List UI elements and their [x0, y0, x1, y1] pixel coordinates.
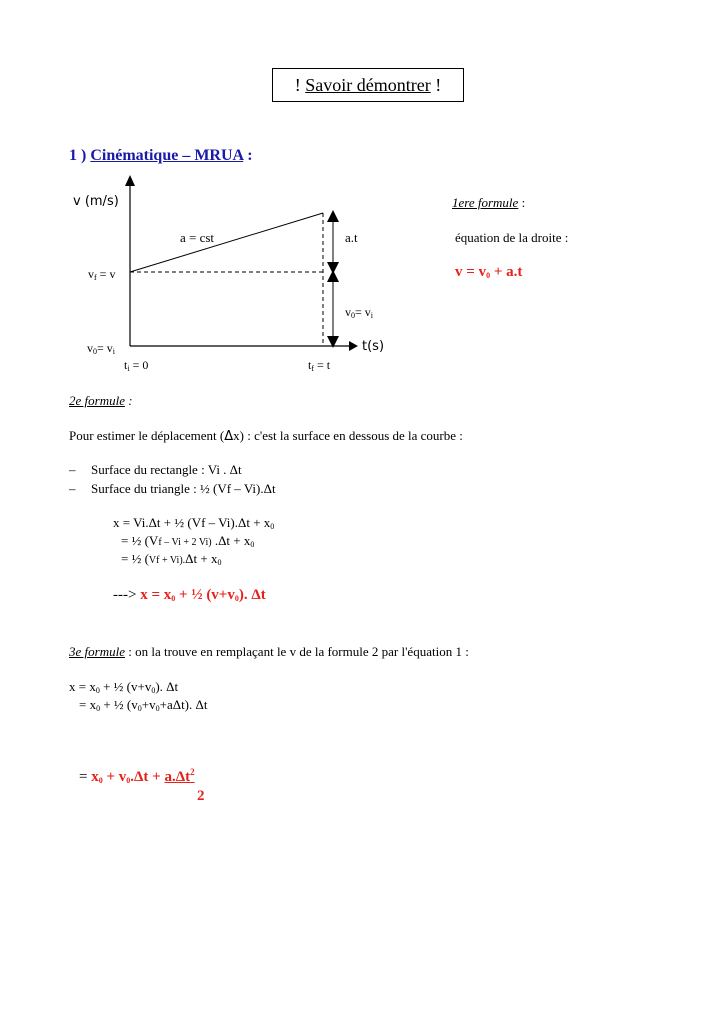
section-name: Cinématique – MRUA	[90, 147, 244, 164]
formula3-heading: 3e formule : on la trouve en remplaçant le v de la formule 2 par l'équation 1 :	[69, 644, 469, 659]
formula1-result: $v = v_0 + a.t$	[455, 264, 523, 280]
x-axis-label: t(s)	[362, 339, 385, 354]
bullet-triangle: – Surface du triangle : ½ (Vf – Vi).Δt	[69, 481, 276, 496]
section-colon: :	[243, 147, 253, 164]
velocity-line	[130, 213, 323, 272]
bullet-rectangle: – Surface du rectangle : Vi . Δt	[69, 462, 242, 477]
formula3-line1: $x = x_0$ + ½ $(v+v_0)$. Δt	[69, 679, 179, 695]
at-label: a.t	[345, 230, 358, 245]
v0-right-label: $v_0= v_i$	[345, 305, 374, 320]
title-post: !	[430, 75, 442, 95]
slope-label: a = cst	[180, 230, 215, 245]
section-number: 1 )	[69, 147, 91, 164]
y-axis-arrow	[125, 175, 135, 186]
y-axis-label: v (m/s)	[73, 194, 119, 209]
formula1-heading: 1ere formule :	[452, 195, 526, 210]
at-arrow-top	[327, 210, 339, 222]
ti-label: $t_i = 0$	[124, 358, 149, 373]
formula2-intro: Pour estimer le déplacement (Δx) : c'est la surface en dessous de la courbe :	[69, 428, 463, 444]
formula2-line2: = ½ (Vf – Vi + 2 Vi) $.\Delta t + x_0$	[121, 533, 255, 549]
vf-label: $v_f = v$	[88, 267, 116, 282]
v0-label: $v_0= v_i$	[87, 341, 116, 356]
formula2-heading: 2e formule :	[69, 393, 133, 408]
title-main: Savoir démontrer	[305, 75, 431, 95]
tf-label: $t_f = t$	[308, 358, 331, 373]
formula3-line2: = $x_0$ + ½ $(v_0+v_0+a\Delta t)$. Δt	[79, 697, 208, 713]
formula2-line1: x = Vi.Δt + ½ $(Vf - Vi).\Delta t + x_0$	[113, 515, 275, 531]
v0-arrow-top	[327, 270, 339, 282]
formula2-line3: = ½ $(Vf + Vi).\Delta t + x_0$	[121, 551, 222, 567]
formula1-desc: équation de la droite :	[455, 230, 569, 245]
formula3-final: = $x_0 + v_0.\Delta t + a.\Delta t^2$	[79, 767, 195, 785]
title-pre: !	[294, 75, 306, 95]
formula2-result: ---> $x = x_0$ + ½ $(v+v_0)$. Δt	[113, 587, 266, 603]
formula3-denominator: 2	[197, 788, 205, 804]
x-axis-arrow	[349, 341, 358, 351]
